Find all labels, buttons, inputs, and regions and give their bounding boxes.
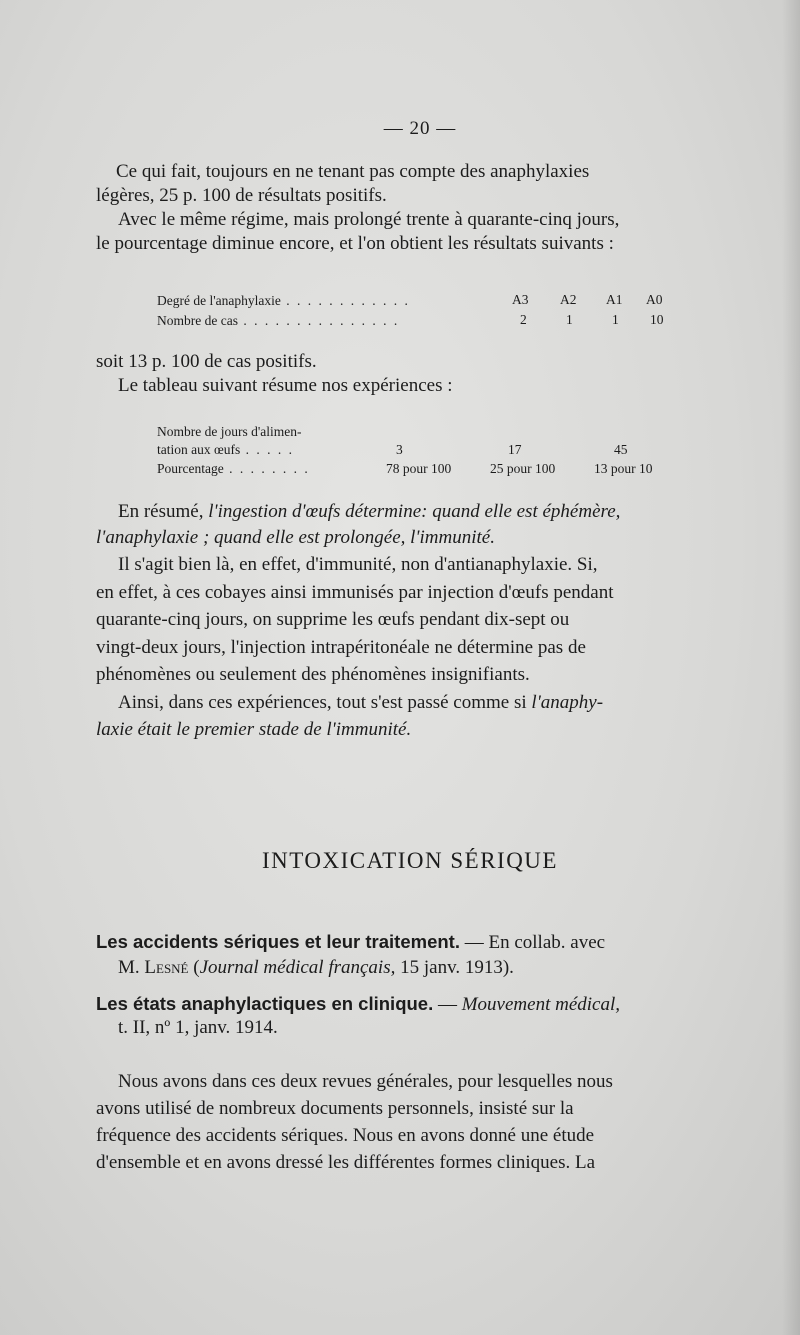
para2-line2: le pourcentage diminue encore, et l'on obtient les résultats suivants :	[96, 233, 614, 254]
para3-line4: vingt-deux jours, l'injection intrapéritonéale ne détermine pas de	[96, 637, 586, 658]
para1-line1: Ce qui fait, toujours en ne tenant pas compte des anaphylaxies	[116, 161, 590, 182]
table2-days-1: 3	[396, 442, 403, 457]
ref1-line2: M. Lesné (Journal médical français, 15 janv. 1913).	[118, 957, 514, 978]
table2-days-2: 17	[508, 442, 522, 457]
page-number: — 20 —	[383, 118, 457, 139]
para3-line3: quarante-cinq jours, on supprime les œufs pendant dix-sept ou	[96, 609, 570, 630]
table2-percent-3: 13 pour 10	[594, 461, 653, 476]
para4-line2: avons utilisé de nombreux documents personnels, insisté sur la	[96, 1098, 574, 1119]
ref2-line2: t. II, nº 1, janv. 1914.	[118, 1017, 278, 1038]
resume-line2: l'anaphylaxie ; quand elle est prolongée, l'immunité.	[96, 527, 495, 548]
table1-header-a3: A3	[512, 292, 529, 307]
table2-percent-1: 78 pour 100	[386, 461, 452, 476]
para3-line2: en effet, à ces cobayes ainsi immunisés par injection d'œufs pendant	[96, 582, 614, 603]
table1-value-a0: 10	[650, 312, 664, 327]
tableau-intro: Le tableau suivant résume nos expériences :	[118, 375, 453, 396]
table2-row1-label-b: tation aux œufs . . . . .	[157, 442, 294, 457]
para4-line1: Nous avons dans ces deux revues générales, pour lesquelles nous	[118, 1071, 613, 1092]
section-heading: INTOXICATION SÉRIQUE	[262, 848, 558, 873]
para3-line1: Il s'agit bien là, en effet, d'immunité, non d'antianaphylaxie. Si,	[118, 554, 598, 575]
soit-line: soit 13 p. 100 de cas positifs.	[96, 351, 317, 372]
para4-line3: fréquence des accidents sériques. Nous en avons donné une étude	[96, 1125, 595, 1146]
table1-row1-label: Degré de l'anaphylaxie . . . . . . . . . . . .	[157, 293, 410, 308]
table2-row2-label: Pourcentage . . . . . . . .	[157, 461, 310, 476]
table1-value-a1: 1	[612, 312, 619, 327]
table1-header-a1: A1	[606, 292, 623, 307]
ref2-line1: Les états anaphylactiques en clinique. — Mouvement médical,	[96, 993, 620, 1015]
para1-line2: légères, 25 p. 100 de résultats positifs.	[96, 185, 387, 206]
table1-row2-label: Nombre de cas . . . . . . . . . . . . . . .	[157, 313, 400, 328]
ref1-line1: Les accidents sériques et leur traitement. — En collab. avec	[96, 931, 606, 953]
table1-value-a2: 1	[566, 312, 573, 327]
resume-line1: En résumé, l'ingestion d'œufs détermine: quand elle est éphémère,	[118, 501, 621, 522]
ainsi-line2: laxie était le premier stade de l'immunité.	[96, 719, 412, 740]
para2-line1: Avec le même régime, mais prolongé trente à quarante-cinq jours,	[118, 209, 620, 230]
para3-line5: phénomènes ou seulement des phénomènes insignifiants.	[96, 664, 530, 685]
ainsi-line1: Ainsi, dans ces expériences, tout s'est passé comme si l'anaphy-	[118, 692, 604, 713]
table2-row1-label-a: Nombre de jours d'alimen-	[157, 424, 302, 439]
table1-header-a0: A0	[646, 292, 663, 307]
table1-value-a3: 2	[520, 312, 527, 327]
para4-line4: d'ensemble et en avons dressé les différentes formes cliniques. La	[96, 1152, 596, 1173]
table2-days-3: 45	[614, 442, 628, 457]
table1-header-a2: A2	[560, 292, 577, 307]
table2-percent-2: 25 pour 100	[490, 461, 556, 476]
